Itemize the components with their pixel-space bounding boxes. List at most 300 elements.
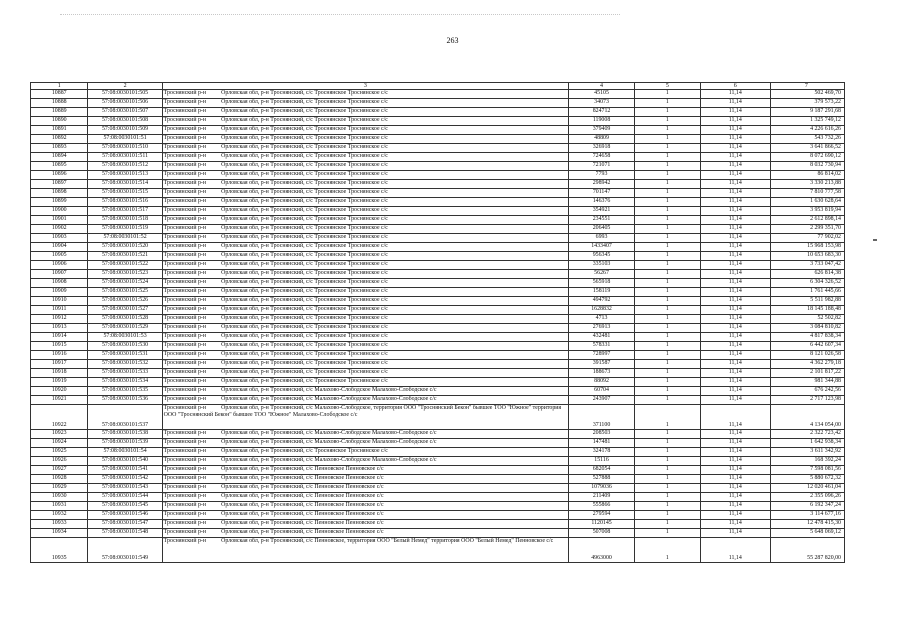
category-cell: 1 bbox=[634, 529, 700, 538]
cadastral-number: 57:08:0030101:513 bbox=[88, 171, 162, 180]
area-cell: 371100 bbox=[569, 405, 635, 430]
row-number: 10911 bbox=[31, 306, 88, 315]
cadastral-number: 57:08:0030101:522 bbox=[88, 261, 162, 270]
address-text: Орловская обл, р-н Троснянский, с/с Троснянское Троснянское с/с bbox=[221, 207, 388, 214]
value-cell: 981 344,88 bbox=[770, 378, 844, 387]
category-cell: 1 bbox=[634, 270, 700, 279]
value-cell: 379 573,22 bbox=[770, 99, 844, 108]
table-row bbox=[31, 342, 845, 351]
category-cell: 1 bbox=[634, 135, 700, 144]
value-cell: 12 478 415,30 bbox=[770, 520, 844, 529]
address-text: Орловская обл, р-н Троснянский, с/с Троснянское Троснянское с/с bbox=[221, 324, 388, 331]
cadastral-number: 57:08:0030101:546 bbox=[88, 511, 162, 520]
row-number: 10887 bbox=[31, 90, 88, 99]
cadastral-number: 57:08:0030101:509 bbox=[88, 126, 162, 135]
address-cell bbox=[162, 216, 568, 225]
district-label: Троснянский р-н bbox=[163, 234, 207, 241]
rate-cell: 11,14 bbox=[700, 261, 770, 270]
rate-cell: 11,14 bbox=[700, 439, 770, 448]
district-label: Троснянский р-н bbox=[163, 493, 207, 500]
table-row bbox=[31, 90, 845, 99]
value-cell: 3 330 213,88 bbox=[770, 180, 844, 189]
address-text: Орловская обл, р-н Троснянский, с/с Малахово-Слободское Малахово-Слободское с/с bbox=[221, 430, 437, 437]
row-number: 10894 bbox=[31, 153, 88, 162]
rate-cell: 11,14 bbox=[700, 457, 770, 466]
address-cell bbox=[162, 396, 568, 405]
value-cell: 7 598 081,56 bbox=[770, 466, 844, 475]
table-row bbox=[31, 493, 845, 502]
table-row bbox=[31, 475, 845, 484]
table-row bbox=[31, 162, 845, 171]
cadastral-number: 57:08:0030101:524 bbox=[88, 279, 162, 288]
address-text: Орловская обл, р-н Троснянский, с/с Троснянское Троснянское с/с bbox=[221, 126, 388, 133]
area-cell: 4963000 bbox=[569, 538, 635, 563]
address-text: Орловская обл, р-н Троснянский, с/с Троснянское Троснянское с/с bbox=[221, 171, 388, 178]
value-cell: 8 072 690,12 bbox=[770, 153, 844, 162]
value-cell: 18 145 188,48 bbox=[770, 306, 844, 315]
rate-cell: 11,14 bbox=[700, 511, 770, 520]
table-row bbox=[31, 243, 845, 252]
value-cell: 3 084 810,82 bbox=[770, 324, 844, 333]
area-cell: 279594 bbox=[569, 511, 635, 520]
area-cell: 391587 bbox=[569, 360, 635, 369]
district-label: Троснянский р-н bbox=[163, 475, 207, 482]
address-cell bbox=[162, 520, 568, 529]
area-cell: 1433407 bbox=[569, 243, 635, 252]
address-text: Орловская обл, р-н Троснянский, с/с Троснянское Троснянское с/с bbox=[221, 99, 388, 106]
area-cell: 432481 bbox=[569, 333, 635, 342]
address-cell bbox=[162, 502, 568, 511]
cadastral-number: 57:08:0030101:532 bbox=[88, 360, 162, 369]
cadastral-number: 57:08:0030101:52 bbox=[88, 234, 162, 243]
table-row bbox=[31, 324, 845, 333]
address-text: Орловская обл, р-н Троснянский, с/с Троснянское Троснянское с/с bbox=[221, 216, 388, 223]
row-number: 10892 bbox=[31, 135, 88, 144]
table-row bbox=[31, 529, 845, 538]
address-cell bbox=[162, 297, 568, 306]
value-cell: 2 612 898,14 bbox=[770, 216, 844, 225]
address-cell bbox=[162, 171, 568, 180]
district-label: Троснянский р-н bbox=[163, 261, 207, 268]
row-number: 10908 bbox=[31, 279, 88, 288]
row-number: 10891 bbox=[31, 126, 88, 135]
row-number: 10913 bbox=[31, 324, 88, 333]
area-cell: 682054 bbox=[569, 466, 635, 475]
table-row bbox=[31, 252, 845, 261]
address-cell bbox=[162, 457, 568, 466]
table-row bbox=[31, 135, 845, 144]
rate-cell: 11,14 bbox=[700, 484, 770, 493]
address-text: Орловская обл, р-н Троснянский, с/с Троснянское Троснянское с/с bbox=[221, 261, 388, 268]
value-cell: 1 325 749,12 bbox=[770, 117, 844, 126]
rate-cell: 11,14 bbox=[700, 270, 770, 279]
category-cell: 1 bbox=[634, 90, 700, 99]
area-cell: 335103 bbox=[569, 261, 635, 270]
area-cell: 208503 bbox=[569, 430, 635, 439]
address-text: Орловская обл, р-н Троснянский, с/с Троснянское Троснянское с/с bbox=[221, 234, 388, 241]
rate-cell: 11,14 bbox=[700, 180, 770, 189]
value-cell: 1 630 628,64 bbox=[770, 198, 844, 207]
table-row bbox=[31, 378, 845, 387]
district-label: Троснянский р-н bbox=[163, 216, 207, 223]
district-label: Троснянский р-н bbox=[163, 520, 207, 527]
row-number: 10929 bbox=[31, 484, 88, 493]
table-row bbox=[31, 261, 845, 270]
category-cell: 1 bbox=[634, 520, 700, 529]
address-cell bbox=[162, 144, 568, 153]
row-number: 10931 bbox=[31, 502, 88, 511]
rate-cell: 11,14 bbox=[700, 288, 770, 297]
rate-cell: 11,14 bbox=[700, 153, 770, 162]
address-text: Орловская обл, р-н Троснянский, с/с Троснянское Троснянское с/с bbox=[221, 360, 388, 367]
address-text: Орловская обл, р-н Троснянский, с/с Малахово-Слободское Малахово-Слободское с/с bbox=[221, 457, 437, 464]
value-cell: 3 953 819,94 bbox=[770, 207, 844, 216]
table-row bbox=[31, 405, 845, 430]
district-label: Троснянский р-н bbox=[163, 225, 207, 232]
table-row bbox=[31, 198, 845, 207]
value-cell: 676 242,56 bbox=[770, 387, 844, 396]
col-header: 2 bbox=[88, 83, 162, 90]
table-row bbox=[31, 288, 845, 297]
district-label: Троснянский р-н bbox=[163, 396, 207, 403]
category-cell: 1 bbox=[634, 189, 700, 198]
rate-cell: 11,14 bbox=[700, 396, 770, 405]
area-cell: 721071 bbox=[569, 162, 635, 171]
value-cell: 15 968 153,98 bbox=[770, 243, 844, 252]
value-cell: 86 814,02 bbox=[770, 171, 844, 180]
rate-cell: 11,14 bbox=[700, 538, 770, 563]
address-cell bbox=[162, 261, 568, 270]
address-cell bbox=[162, 90, 568, 99]
cadastral-number: 57:08:0030101:535 bbox=[88, 387, 162, 396]
category-cell: 1 bbox=[634, 171, 700, 180]
district-label: Троснянский р-н bbox=[163, 252, 207, 259]
rate-cell: 11,14 bbox=[700, 315, 770, 324]
address-text: Орловская обл, р-н Троснянский, с/с Троснянское Троснянское с/с bbox=[221, 306, 388, 313]
col-header: 6 bbox=[700, 83, 770, 90]
table-row bbox=[31, 126, 845, 135]
cadastral-number: 57:08:0030101:540 bbox=[88, 457, 162, 466]
address-cell bbox=[162, 162, 568, 171]
area-cell: 724658 bbox=[569, 153, 635, 162]
rate-cell: 11,14 bbox=[700, 162, 770, 171]
category-cell: 1 bbox=[634, 99, 700, 108]
value-cell: 168 392,24 bbox=[770, 457, 844, 466]
category-cell: 1 bbox=[634, 502, 700, 511]
district-label: Троснянский р-н bbox=[163, 405, 207, 411]
cadastral-number: 57:08:0030101:529 bbox=[88, 324, 162, 333]
area-cell: 211409 bbox=[569, 493, 635, 502]
address-cell bbox=[162, 369, 568, 378]
address-cell bbox=[162, 538, 568, 563]
address-text: Орловская обл, р-н Троснянский, с/с Троснянское Троснянское с/с bbox=[221, 342, 388, 349]
address-text: Орловская обл, р-н Троснянский, с/с Троснянское Троснянское с/с bbox=[221, 243, 388, 250]
col-header: 5 bbox=[634, 83, 700, 90]
district-label: Троснянский р-н bbox=[163, 171, 207, 178]
row-number: 10930 bbox=[31, 493, 88, 502]
value-cell: 4 134 054,00 bbox=[770, 405, 844, 430]
value-cell: 2 101 817,22 bbox=[770, 369, 844, 378]
address-text: Орловская обл, р-н Троснянский, с/с Пенновское Пенновское с/с bbox=[221, 466, 384, 473]
rate-cell: 11,14 bbox=[700, 502, 770, 511]
rate-cell: 11,14 bbox=[700, 144, 770, 153]
rate-cell: 11,14 bbox=[700, 475, 770, 484]
category-cell: 1 bbox=[634, 333, 700, 342]
cadastral-number: 57:08:0030101:512 bbox=[88, 162, 162, 171]
row-number: 10922 bbox=[31, 405, 88, 430]
value-cell: 1 761 445,66 bbox=[770, 288, 844, 297]
value-cell: 543 732,26 bbox=[770, 135, 844, 144]
table-row bbox=[31, 171, 845, 180]
table-row bbox=[31, 333, 845, 342]
table-row bbox=[31, 207, 845, 216]
cadastral-number: 57:08:0030101:521 bbox=[88, 252, 162, 261]
row-number: 10927 bbox=[31, 466, 88, 475]
district-label: Троснянский р-н bbox=[163, 162, 207, 169]
area-cell: 324178 bbox=[569, 448, 635, 457]
table-row bbox=[31, 484, 845, 493]
address-cell bbox=[162, 126, 568, 135]
row-number: 10893 bbox=[31, 144, 88, 153]
row-number: 10889 bbox=[31, 108, 88, 117]
row-number: 10915 bbox=[31, 342, 88, 351]
row-number: 10907 bbox=[31, 270, 88, 279]
row-number: 10896 bbox=[31, 171, 88, 180]
table-row bbox=[31, 234, 845, 243]
rate-cell: 11,14 bbox=[700, 297, 770, 306]
address-cell bbox=[162, 378, 568, 387]
cadastral-number: 57:08:0030101:516 bbox=[88, 198, 162, 207]
row-number: 10933 bbox=[31, 520, 88, 529]
row-number: 10898 bbox=[31, 189, 88, 198]
table-row bbox=[31, 108, 845, 117]
address-text: Орловская обл, р-н Троснянский, с/с Троснянское Троснянское с/с bbox=[221, 279, 388, 286]
category-cell: 1 bbox=[634, 457, 700, 466]
row-number: 10904 bbox=[31, 243, 88, 252]
table-row bbox=[31, 225, 845, 234]
cadastral-number: 57:08:0030101:514 bbox=[88, 180, 162, 189]
district-label: Троснянский р-н bbox=[163, 430, 207, 437]
district-label: Троснянский р-н bbox=[163, 466, 207, 473]
value-cell: 8 032 730,94 bbox=[770, 162, 844, 171]
address-cell bbox=[162, 180, 568, 189]
category-cell: 1 bbox=[634, 351, 700, 360]
address-text: Орловская обл, р-н Троснянский, с/с Пенновское, территория ООО "Белый Немед" территория ООО "Белый Немед" Пенновское с/с bbox=[221, 538, 554, 544]
cadastral-table bbox=[30, 82, 845, 563]
address-cell bbox=[162, 493, 568, 502]
address-text: Орловская обл, р-н Троснянский, с/с Пенновское Пенновское с/с bbox=[221, 493, 384, 500]
rate-cell: 11,14 bbox=[700, 252, 770, 261]
district-label: Троснянский р-н bbox=[163, 126, 207, 133]
area-cell: 188673 bbox=[569, 369, 635, 378]
rate-cell: 11,14 bbox=[700, 225, 770, 234]
rate-cell: 11,14 bbox=[700, 430, 770, 439]
rate-cell: 11,14 bbox=[700, 342, 770, 351]
address-cell bbox=[162, 511, 568, 520]
district-label: Троснянский р-н bbox=[163, 387, 207, 394]
district-label: Троснянский р-н bbox=[163, 135, 207, 142]
address-text: Орловская обл, р-н Троснянский, с/с Троснянское Троснянское с/с bbox=[221, 117, 388, 124]
address-cell bbox=[162, 324, 568, 333]
row-number: 10925 bbox=[31, 448, 88, 457]
row-number: 10888 bbox=[31, 99, 88, 108]
address-cell bbox=[162, 189, 568, 198]
rate-cell: 11,14 bbox=[700, 351, 770, 360]
area-cell: 234551 bbox=[569, 216, 635, 225]
district-label: Троснянский р-н bbox=[163, 324, 207, 331]
row-number: 10909 bbox=[31, 288, 88, 297]
area-cell: 824712 bbox=[569, 108, 635, 117]
value-cell: 2 299 351,70 bbox=[770, 225, 844, 234]
row-number: 10897 bbox=[31, 180, 88, 189]
table-row bbox=[31, 270, 845, 279]
cadastral-number: 57:08:0030101:531 bbox=[88, 351, 162, 360]
rate-cell: 11,14 bbox=[700, 171, 770, 180]
category-cell: 1 bbox=[634, 288, 700, 297]
area-cell: 494792 bbox=[569, 297, 635, 306]
row-number: 10918 bbox=[31, 369, 88, 378]
row-number: 10935 bbox=[31, 538, 88, 563]
value-cell: 9 187 291,68 bbox=[770, 108, 844, 117]
table-row bbox=[31, 189, 845, 198]
address-text: Орловская обл, р-н Троснянский, с/с Троснянское Троснянское с/с bbox=[221, 270, 388, 277]
district-label: Троснянский р-н bbox=[163, 333, 207, 340]
cadastral-number: 57:08:0030101:536 bbox=[88, 396, 162, 405]
rate-cell: 11,14 bbox=[700, 333, 770, 342]
cadastral-number: 57:08:0030101:506 bbox=[88, 99, 162, 108]
cadastral-number: 57:08:0030101:517 bbox=[88, 207, 162, 216]
cadastral-number: 57:08:0030101:534 bbox=[88, 378, 162, 387]
cadastral-number: 57:08:0030101:54 bbox=[88, 448, 162, 457]
row-number: 10903 bbox=[31, 234, 88, 243]
rate-cell: 11,14 bbox=[700, 448, 770, 457]
table-row bbox=[31, 538, 845, 563]
cadastral-number: 57:08:0030101:548 bbox=[88, 529, 162, 538]
district-label: Троснянский р-н bbox=[163, 153, 207, 160]
cadastral-number: 57:08:0030101:543 bbox=[88, 484, 162, 493]
cadastral-number: 57:08:0030101:541 bbox=[88, 466, 162, 475]
district-label: Троснянский р-н bbox=[163, 360, 207, 367]
row-number: 10921 bbox=[31, 396, 88, 405]
address-text: Орловская обл, р-н Троснянский, с/с Троснянское Троснянское с/с bbox=[221, 225, 388, 232]
area-cell: 728997 bbox=[569, 351, 635, 360]
rate-cell: 11,14 bbox=[700, 135, 770, 144]
address-text: Орловская обл, р-н Троснянский, с/с Троснянское Троснянское с/с bbox=[221, 252, 388, 259]
table-row bbox=[31, 502, 845, 511]
address-cell bbox=[162, 252, 568, 261]
page-number: 263 bbox=[446, 36, 459, 45]
category-cell: 1 bbox=[634, 448, 700, 457]
category-cell: 1 bbox=[634, 493, 700, 502]
category-cell: 1 bbox=[634, 369, 700, 378]
rate-cell: 11,14 bbox=[700, 493, 770, 502]
address-text: Орловская обл, р-н Троснянский, с/с Малахово-Слободское Малахово-Слободское с/с bbox=[221, 387, 437, 394]
category-cell: 1 bbox=[634, 198, 700, 207]
address-text: Орловская обл, р-н Троснянский, с/с Троснянское Троснянское с/с bbox=[221, 198, 388, 205]
district-label: Троснянский р-н bbox=[163, 439, 207, 446]
address-cell bbox=[162, 430, 568, 439]
address-cell bbox=[162, 405, 568, 430]
address-cell bbox=[162, 288, 568, 297]
address-text: Орловская обл, р-н Троснянский, с/с Троснянское Троснянское с/с bbox=[221, 189, 388, 196]
category-cell: 1 bbox=[634, 261, 700, 270]
table-row bbox=[31, 466, 845, 475]
category-cell: 1 bbox=[634, 324, 700, 333]
address-cell bbox=[162, 153, 568, 162]
cadastral-number: 57:08:0030101:533 bbox=[88, 369, 162, 378]
value-cell: 5 648 069,12 bbox=[770, 529, 844, 538]
address-text: Орловская обл, р-н Троснянский, с/с Малахово-Слободское Малахово-Слободское с/с bbox=[221, 396, 437, 403]
rate-cell: 11,14 bbox=[700, 306, 770, 315]
table-row bbox=[31, 439, 845, 448]
area-cell: 354921 bbox=[569, 207, 635, 216]
row-number: 10902 bbox=[31, 225, 88, 234]
category-cell: 1 bbox=[634, 439, 700, 448]
cadastral-number: 57:08:0030101:539 bbox=[88, 439, 162, 448]
address-text: Орловская обл, р-н Троснянский, с/с Малахово-Слободское, территория ООО "Троснянский Бекон" бывшее ТОО "Южное" территория ООО "Троснянский Бекон" бывшее ТОО "Южное" Малахово-Слободское с/с bbox=[163, 405, 562, 419]
row-number: 10917 bbox=[31, 360, 88, 369]
value-cell: 52 502,82 bbox=[770, 315, 844, 324]
cadastral-number: 57:08:0030101:549 bbox=[88, 538, 162, 563]
district-label: Троснянский р-н bbox=[163, 207, 207, 214]
category-cell: 1 bbox=[634, 252, 700, 261]
area-cell: 243907 bbox=[569, 396, 635, 405]
table-row bbox=[31, 520, 845, 529]
col-header: 1 bbox=[31, 83, 88, 90]
district-label: Троснянский р-н bbox=[163, 270, 207, 277]
table-row bbox=[31, 144, 845, 153]
cadastral-number: 57:08:0030101:526 bbox=[88, 297, 162, 306]
area-cell: 146376 bbox=[569, 198, 635, 207]
value-cell: 4 817 838,34 bbox=[770, 333, 844, 342]
cadastral-number: 57:08:0030101:518 bbox=[88, 216, 162, 225]
row-number: 10905 bbox=[31, 252, 88, 261]
value-cell: 1 642 938,34 bbox=[770, 439, 844, 448]
address-text: Орловская обл, р-н Троснянский, с/с Пенновское Пенновское с/с bbox=[221, 520, 384, 527]
address-cell bbox=[162, 333, 568, 342]
area-cell: 206405 bbox=[569, 225, 635, 234]
address-text: Орловская обл, р-н Троснянский, с/с Троснянское Троснянское с/с bbox=[221, 288, 388, 295]
value-cell: 4 226 616,26 bbox=[770, 126, 844, 135]
category-cell: 1 bbox=[634, 279, 700, 288]
table-row bbox=[31, 117, 845, 126]
row-number: 10926 bbox=[31, 457, 88, 466]
area-cell: 326918 bbox=[569, 144, 635, 153]
district-label: Троснянский р-н bbox=[163, 457, 207, 464]
row-number: 10934 bbox=[31, 529, 88, 538]
area-cell: 15116 bbox=[569, 457, 635, 466]
area-cell: 298942 bbox=[569, 180, 635, 189]
address-cell bbox=[162, 225, 568, 234]
category-cell: 1 bbox=[634, 430, 700, 439]
category-cell: 1 bbox=[634, 153, 700, 162]
address-text: Орловская обл, р-н Троснянский, с/с Троснянское Троснянское с/с bbox=[221, 448, 388, 455]
district-label: Троснянский р-н bbox=[163, 315, 207, 322]
rate-cell: 11,14 bbox=[700, 207, 770, 216]
area-cell: 6993 bbox=[569, 234, 635, 243]
area-cell: 379409 bbox=[569, 126, 635, 135]
address-cell bbox=[162, 135, 568, 144]
value-cell: 3 611 342,92 bbox=[770, 448, 844, 457]
row-number: 10890 bbox=[31, 117, 88, 126]
col-header: 4 bbox=[569, 83, 635, 90]
address-text: Орловская обл, р-н Троснянский, с/с Пенновское Пенновское с/с bbox=[221, 475, 384, 482]
address-cell bbox=[162, 387, 568, 396]
table-row bbox=[31, 351, 845, 360]
cadastral-number: 57:08:0030101:520 bbox=[88, 243, 162, 252]
address-cell bbox=[162, 475, 568, 484]
cadastral-number: 57:08:0030101:510 bbox=[88, 144, 162, 153]
